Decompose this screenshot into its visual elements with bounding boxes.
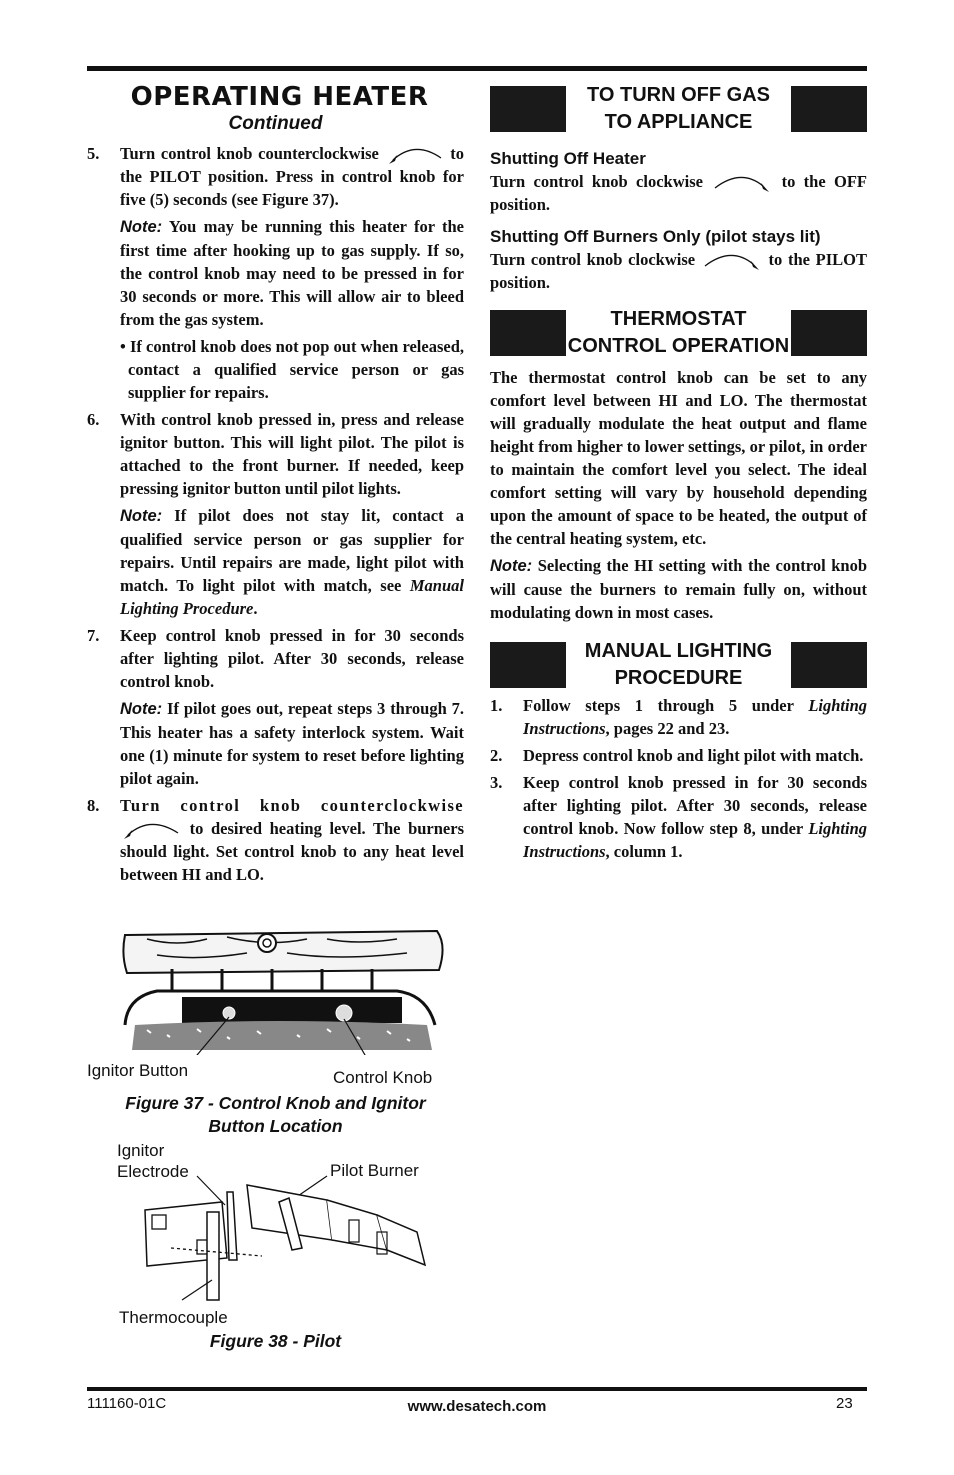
lighting-instructions-reference: Lighting Instructions	[523, 819, 867, 861]
instruction-text: Turn control knob clockwise	[490, 172, 703, 191]
note-label: Note:	[120, 700, 163, 718]
note	[120, 215, 464, 331]
manual-step-1	[490, 694, 867, 740]
bottom-rule	[87, 1387, 867, 1391]
step-number: 7.	[87, 626, 100, 645]
manual-step-3	[490, 771, 867, 863]
shutting-off-heater-text	[490, 170, 867, 216]
note-text: You may be running this heater for the first time after hooking up to gas supply. If so, the control knob may need to be pressed in for 30 seconds or more. This will allow air to bleed from the gas system.	[120, 217, 464, 329]
doc-number: 111160-01C	[87, 1395, 167, 1412]
heading-line: MANUAL LIGHTING	[584, 640, 773, 662]
figure-38	[87, 1140, 464, 1355]
label-line: Electrode	[117, 1162, 189, 1181]
note-label: Note:	[490, 557, 533, 575]
instruction-text: to the OFF position.	[490, 172, 867, 214]
ignitor-button-label: Ignitor Button	[87, 1061, 189, 1080]
manual-step-2	[490, 744, 867, 767]
step-text: to desired heating level. The burners should light. Set control knob to any heat level between HI and LO.	[120, 819, 464, 884]
instruction-text: to the PILOT position.	[490, 250, 868, 292]
figure-37	[87, 925, 464, 1140]
thermocouple-label: Thermocouple	[119, 1308, 228, 1327]
step-5	[87, 142, 464, 211]
thermostat-note	[490, 554, 867, 624]
shutting-off-burners-text	[490, 248, 867, 294]
lighting-instructions-reference: Lighting Instructions	[523, 696, 867, 738]
turn-off-gas-header	[490, 82, 867, 138]
step-text: Keep control knob pressed in for 30 seconds after lighting pilot. After 30 seconds, release control knob. Now follow step 8, under	[523, 773, 867, 838]
shutting-off-heater-heading: Shutting Off Heater	[490, 149, 646, 168]
page-title: OPERATING HEATER	[130, 82, 429, 112]
pilot-burner-label: Pilot Burner	[330, 1161, 419, 1180]
bullet-item: • If control knob does not pop out when released, contact a qualified service person or gas supplier for repairs.	[120, 337, 464, 402]
step-6	[87, 408, 464, 500]
note-text: If pilot does not stay lit, contact a qualified service person or gas supplier for repairs. Until repairs are made, light pilot with match. To light pilot with match, see	[120, 506, 464, 595]
step-text: , pages 22 and 23.	[605, 719, 730, 738]
note-label: Note:	[120, 507, 163, 525]
note	[120, 697, 464, 790]
clockwise-arrow-icon	[703, 252, 761, 270]
counterclockwise-arrow-icon	[122, 821, 180, 839]
header-block	[490, 642, 566, 688]
top-rule	[87, 66, 867, 71]
step-text: to the PILOT position. Press in control knob for five (5) seconds (see Figure 37).	[120, 144, 464, 209]
pilot-illustration	[87, 1140, 464, 1310]
right-column	[490, 82, 867, 867]
thermostat-body: The thermostat control knob can be set to any comfort level between HI and LO. The thermostat will gradually modulate the heat output and flame height from higher to lower settings, or pilot, in order to maintain the comfort level you select. The ideal comfort setting will vary by household depending upon the amount of space to be heated, the output of the central heating system, etc.	[490, 368, 867, 548]
caption-line: Figure 37 - Control Knob and Ignitor	[125, 1093, 426, 1113]
step-text: With control knob pressed in, press and release ignitor button. This will light pilot. The pilot is attached to the front burner. If needed, keep pressing ignitor button until pilot lights.	[120, 410, 464, 498]
step-number: 1.	[490, 696, 503, 715]
step-text: Turn control knob counterclockwise	[120, 144, 379, 163]
heading-line: CONTROL OPERATION	[567, 335, 790, 357]
control-knob-label: Control Knob	[333, 1068, 433, 1087]
step-number: 5.	[87, 144, 100, 163]
header-block	[791, 642, 867, 688]
note	[120, 504, 464, 620]
step-text: Follow steps 1 through 5 under	[523, 696, 809, 715]
counterclockwise-arrow-icon	[387, 146, 443, 164]
section-heading	[566, 306, 791, 360]
label-line: Ignitor	[117, 1141, 165, 1160]
figure-37-caption	[87, 1092, 464, 1138]
heading-line: TO APPLIANCE	[604, 111, 753, 133]
clockwise-arrow-icon	[713, 174, 771, 192]
note-text: Selecting the HI setting with the control knob will cause the burners to remain fully on, without modulating down in most cases.	[490, 556, 867, 622]
step-number: 3.	[490, 773, 503, 792]
heater-illustration	[87, 925, 464, 1055]
shutting-off-burners-heading: Shutting Off Burners Only (pilot stays lit)	[490, 227, 821, 246]
step-7	[87, 624, 464, 693]
manual-lighting-header	[490, 638, 867, 694]
step-text: Keep control knob pressed in for 30 seconds after lighting pilot. After 30 seconds, release control knob.	[120, 626, 464, 691]
thermostat-header	[490, 306, 867, 362]
note-end: .	[253, 599, 258, 618]
step-text: Depress control knob and light pilot with match.	[523, 746, 864, 765]
step-text: , column 1.	[605, 842, 683, 861]
heading-line: TO TURN OFF GAS	[587, 84, 770, 106]
step-number: 6.	[87, 410, 100, 429]
website-link[interactable]: www.desatech.com	[407, 1398, 547, 1415]
section-heading	[566, 82, 791, 136]
page-subtitle: Continued	[228, 113, 323, 134]
caption-line: Button Location	[208, 1116, 343, 1136]
header-block	[490, 86, 566, 132]
figure-38-caption: Figure 38 - Pilot	[209, 1331, 342, 1351]
header-block	[791, 86, 867, 132]
left-column	[87, 82, 464, 890]
step-number: 8.	[87, 796, 100, 815]
page-number: 23	[836, 1395, 853, 1412]
note-text: If pilot goes out, repeat steps 3 through 7. This heater has a safety interlock system. Wait one (1) minute for system to reset before lighting pilot again.	[120, 699, 464, 788]
manual-lighting-reference: Manual Lighting Procedure	[120, 576, 464, 618]
step-8	[87, 794, 464, 886]
heading-line: PROCEDURE	[614, 667, 743, 689]
header-block	[490, 310, 566, 356]
note-label: Note:	[120, 218, 163, 236]
step-text: Turn control knob counterclockwise	[120, 796, 464, 815]
header-block	[791, 310, 867, 356]
section-heading	[566, 638, 791, 692]
instruction-text: Turn control knob clockwise	[490, 250, 696, 269]
heading-line: THERMOSTAT	[610, 308, 747, 330]
step-number: 2.	[490, 746, 503, 765]
